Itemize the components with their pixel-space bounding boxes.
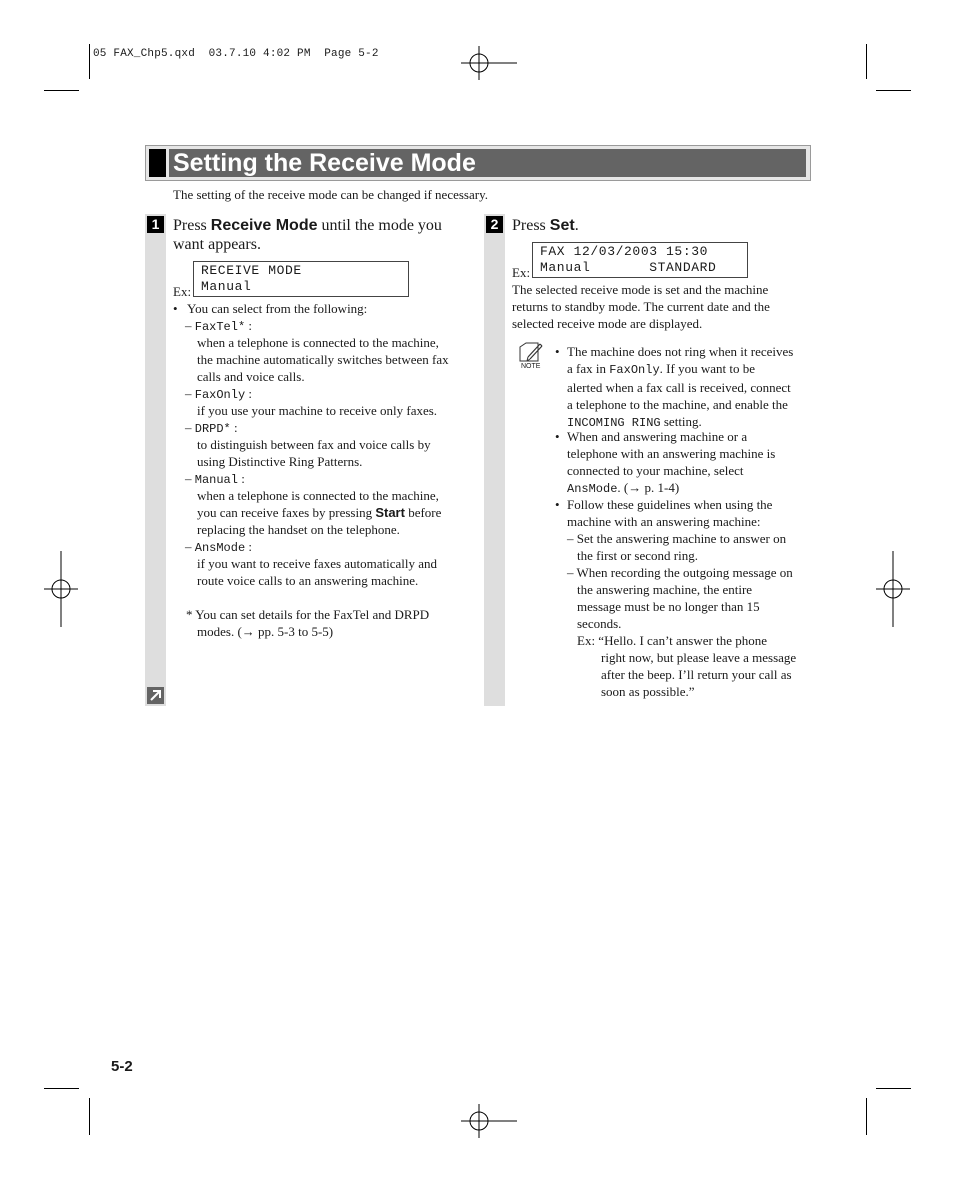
lcd-display: RECEIVE MODE Manual <box>193 261 409 297</box>
crop-mark <box>876 1088 911 1089</box>
example-label: Ex: <box>512 265 531 280</box>
footnote: * You can set details for the FaxTel and DRPD modes. (→ pp. 5-3 to 5-5) <box>186 607 430 639</box>
crop-mark <box>866 44 867 79</box>
registration-mark-icon <box>461 1104 517 1138</box>
crop-mark <box>866 1098 867 1135</box>
note-item-2: When and answering machine or a telephone with an answering machine is connected to your machine, select AnsMode. (→ p. 1-4) <box>567 429 776 496</box>
step-2-description: The selected receive mode is set and the machine returns to standby mode. The current date and the selected receive mode are displayed. <box>512 282 770 331</box>
step-2-instruction: Press Set. <box>512 217 579 234</box>
continue-arrow-icon <box>147 687 164 704</box>
lcd-display: FAX 12/03/2003 15:30 Manual STANDARD <box>532 242 748 278</box>
title-background <box>169 149 806 177</box>
intro-text: The setting of the receive mode can be changed if necessary. <box>173 187 488 202</box>
step-2-column <box>484 214 505 706</box>
step-1-instruction: Press Receive Mode until the mode you want appears. <box>173 217 442 253</box>
crop-mark <box>44 90 79 91</box>
example-label: Ex: <box>173 284 192 299</box>
registration-mark-icon <box>44 551 78 627</box>
title-marker <box>149 149 166 177</box>
note-item-3: Follow these guidelines when using the machine with an answering machine: – Set the answering machine to answer on the first or second ring. – When recording the outgoing message on the answering machine, the entire message must be no longer than 15 seconds. Ex: “Hello. I can’t answer the phone right now, but please leave a message after the beep. I’ll return your call as soon as possible.” <box>567 497 797 699</box>
registration-mark-icon <box>461 46 517 80</box>
registration-mark-icon <box>876 551 910 627</box>
step-2-number: 2 <box>486 216 503 233</box>
option-ansmode: – AnsMode : <box>185 539 253 555</box>
receive-mode-key: Receive Mode <box>210 217 318 234</box>
step-1-column <box>145 214 166 706</box>
crop-mark <box>89 1098 90 1135</box>
note-item-1: The machine does not ring when it receives a fax in FaxOnly. If you want to be alerted when a fax call is received, connect a telephone to the machine, and enable the INCOMING RING setting. <box>567 344 794 430</box>
page-title: Setting the Receive Mode <box>173 149 476 177</box>
step-1-number: 1 <box>147 216 164 233</box>
option-manual: – Manual : <box>185 471 245 487</box>
crop-mark <box>876 90 911 91</box>
file-slug: 05 FAX_Chp5.qxd 03.7.10 4:02 PM Page 5-2 <box>93 48 379 60</box>
set-key: Set <box>549 217 575 234</box>
section-title-bar <box>145 145 811 181</box>
start-key: Start <box>375 505 405 520</box>
crop-mark <box>89 44 90 79</box>
page-number: 5-2 <box>111 1058 133 1075</box>
note-body: • The machine does not ring when it receives a fax in FaxOnly. If you want to be alerted when a fax call is received, connect a telephone to the machine, and enable the INCOMING RING setting. • When and answering machine or a telephone with an answering machine is connected to your machine, select AnsMode. (→ p. 1-4) • Follow these guidelines when using the machine with an answering machine: – Set the answering machine to answer on the first or second ring. – When recording the outgoing message on the answering machine, the entire message must be no longer than 15 seconds. Ex: “Hello. I can’t answer the phone right now, but please leave a message after the beep. I’ll return your call as soon as possible.” <box>555 344 797 699</box>
step-1-body: • You can select from the following: – FaxTel* : when a telephone is connected to the machine, the machine automatically switches between fax calls and voice calls. – FaxOnly : if you use your machine to receive only faxes. – DRPD* : to distinguish between fax and voice calls by using Distinctive Ring Patterns. – Manual : when a telephone is connected to the machine, you can receive faxes by pressing Start before replacing the handset on the telephone. – AnsMode : if you want to receive faxes automatically and route voice calls to an answering machine. * You can set details for the FaxTel and DRPD modes. (→ pp. 5-3 to 5-5) <box>173 301 449 639</box>
option-faxonly: – FaxOnly : <box>185 386 253 402</box>
option-drpd: – DRPD* : <box>185 420 238 436</box>
crop-mark <box>44 1088 79 1089</box>
note-pencil-icon <box>518 341 544 363</box>
option-faxtel: – FaxTel* : <box>185 318 253 334</box>
note-label: NOTE <box>521 363 541 370</box>
